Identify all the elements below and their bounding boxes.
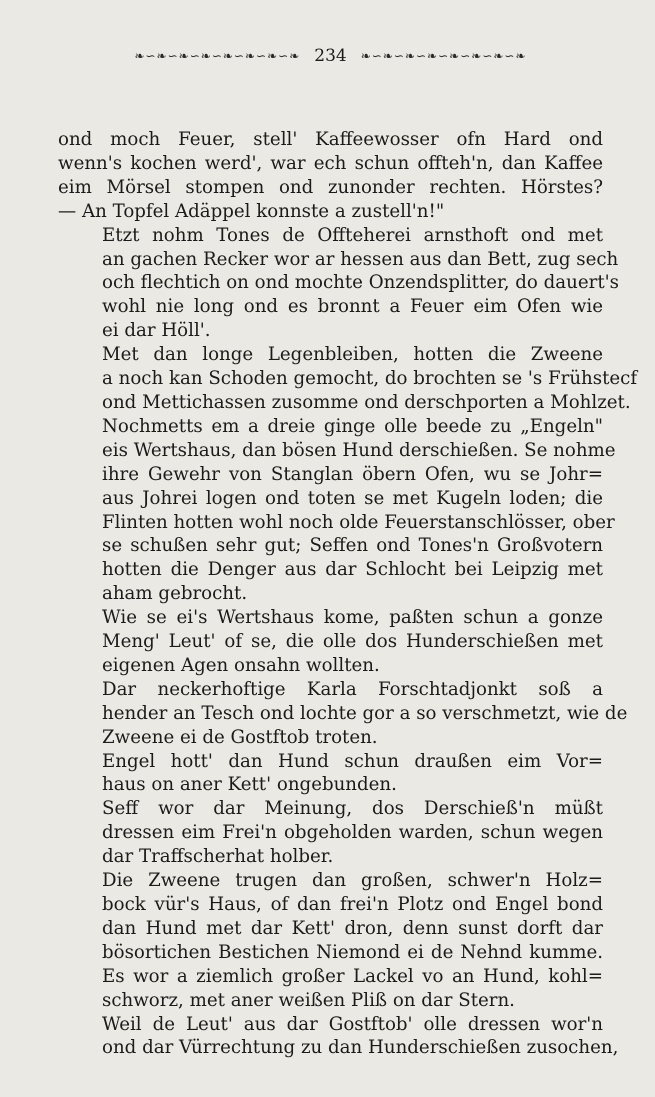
- text-line: och flechtich on ond mochte Onzendsplitter, do dauert's: [102, 272, 619, 294]
- body-text: [58, 128, 638, 1060]
- paragraph: [58, 343, 638, 415]
- text-line: ond moch Feuer, stell' Kaffeewosser ofn Hard ond: [58, 129, 603, 150]
- text-line: Die Zweene trugen dan großen, schwer'n Holz=: [102, 870, 603, 892]
- page-header: [58, 40, 603, 72]
- paragraph: [58, 224, 619, 344]
- text-line: bock vür's Haus, of dan frei'n Plotz ond Engel bond: [102, 894, 603, 915]
- text-line: Zweene ei de Gostftob troten.: [102, 726, 378, 748]
- paragraph: [58, 869, 603, 1012]
- paragraph: [58, 750, 603, 798]
- text-line: ond dar Vürrechtung zu dan Hunderschießen zusochen,: [102, 1037, 619, 1059]
- text-line: an gachen Recker wor ar hessen aus dan Bett, zug sech: [102, 248, 619, 270]
- text-line: se schußen sehr gut; Seffen ond Tones'n Großvotern: [102, 535, 603, 557]
- text-line: wenn's kochen werd', war ech schun offteh'n, dan Kaffee: [58, 152, 603, 174]
- text-line: Etzt nohm Tones de Offteherei arnsthoft ond met: [102, 224, 603, 246]
- text-line: Met dan longe Legenbleiben, hotten die Zweene: [102, 344, 603, 366]
- text-line: Dar neckerhoftige Karla Forschtadjonkt soß a: [102, 678, 603, 700]
- paragraph: [58, 678, 628, 750]
- text-line: Wie se ei's Wertshaus kome, paßten schun a gonze: [102, 607, 603, 629]
- text-line: eigenen Agen onsahn wollten.: [102, 654, 380, 676]
- header-ornament-right: ❧∽❧∽❧∽❧∽❧∽❧∽❧∽❧: [360, 49, 527, 63]
- text-line: Seff wor dar Meinung, dos Derschieß'n müßt: [102, 798, 603, 820]
- text-line: eim Mörsel stompen ond zunonder rechten. Hörstes?: [58, 176, 603, 198]
- text-line: wohl nie long ond es bronnt a Feuer eim Ofen wie: [102, 296, 603, 318]
- text-line: ei dar Höll'.: [102, 320, 211, 342]
- text-line: Weil de Leut' aus dar Gostftob' olle dressen wor'n: [102, 1013, 603, 1035]
- text-line: hotten die Denger aus dar Schlocht bei Leipzig met: [102, 559, 603, 581]
- text-line: Es wor a ziemlich großer Lackel vo an Hund, kohl=: [102, 965, 603, 987]
- paragraph: [58, 606, 603, 678]
- text-line: aham gebrocht.: [102, 583, 248, 605]
- text-line: schworz, met aner weißen Pliß on dar Stern.: [102, 989, 515, 1011]
- text-line: ond Mettichassen zusomme ond derschporten a Mohlzet.: [102, 391, 631, 413]
- text-line: Engel hott' dan Hund schun draußen eim Vor=: [102, 750, 603, 772]
- text-line: eis Wertshaus, dan bösen Hund derschießen. Se nohme: [102, 439, 616, 461]
- text-line: Meng' Leut' of se, die olle dos Hunderschießen met: [102, 631, 603, 653]
- text-line: dan Hund met dar Kett' dron, denn sunst dorft dar: [102, 917, 603, 939]
- text-line: ihre Gewehr von Stanglan öbern Ofen, wu se Johr=: [102, 463, 603, 485]
- paragraph: [58, 797, 603, 869]
- text-line: Nochmetts em a dreie ginge olle beede zu „Engeln": [102, 415, 603, 437]
- text-line: a noch kan Schoden gemocht, do brochten se 's Frühstecf: [102, 368, 638, 390]
- text-line: aus Johrei logen ond toten se met Kugeln loden; die: [102, 487, 603, 509]
- page-number: 234: [314, 46, 347, 66]
- text-line: dressen eim Frei'n obgeholden warden, schun wegen: [102, 822, 603, 844]
- text-line: dar Traffscherhat holber.: [102, 846, 334, 868]
- text-line: Flinten hotten wohl noch olde Feuerstanschlösser, ober: [102, 511, 615, 533]
- paragraph: [58, 415, 616, 606]
- text-line: — An Topfel Adäppel konnste a zustell'n!": [58, 200, 445, 222]
- text-line: bösortichen Bestichen Niemond ei de Nehnd kumme.: [102, 941, 603, 963]
- text-line: hender an Tesch ond lochte gor a so verschmetzt, wie de: [102, 702, 628, 724]
- header-ornament-left: ❧∽❧∽❧∽❧∽❧∽❧∽❧∽❧: [134, 49, 301, 63]
- paragraph: [58, 128, 603, 224]
- text-line: haus on aner Kett' ongebunden.: [102, 774, 397, 796]
- paragraph: [58, 1013, 619, 1061]
